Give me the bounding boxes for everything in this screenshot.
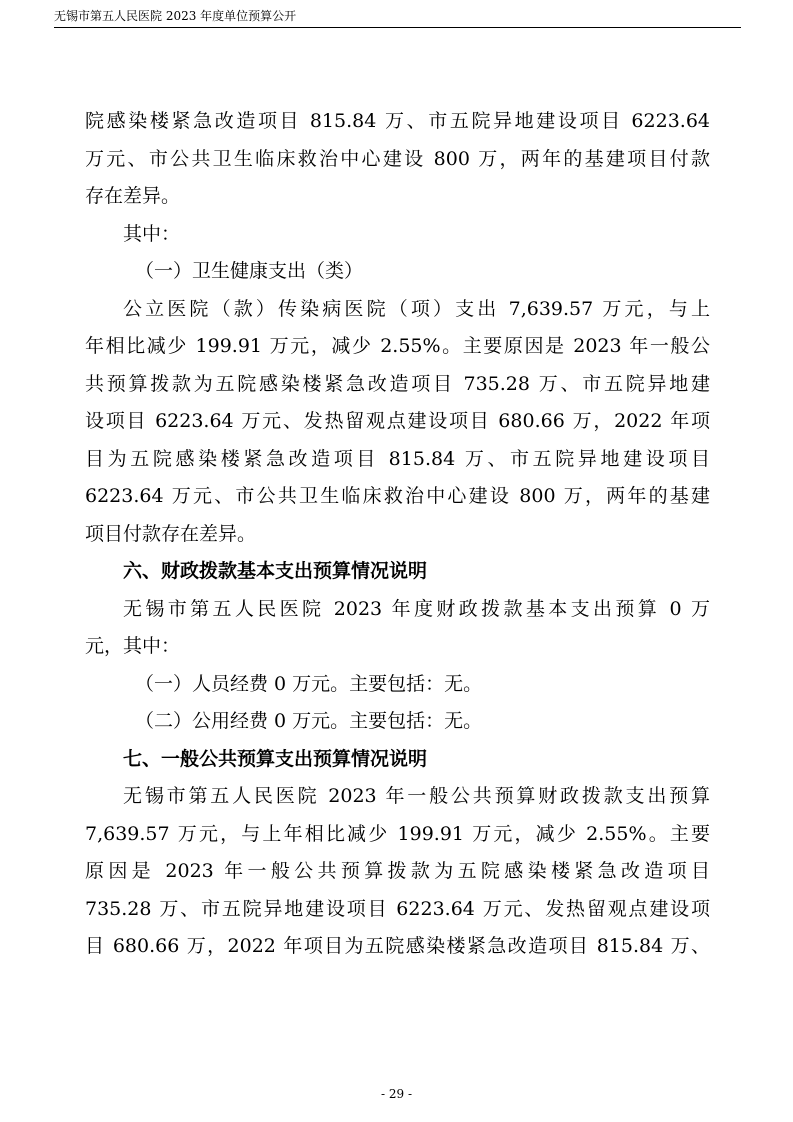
paragraph-line: （一）人员经费 0 万元。主要包括：无。 (135, 672, 483, 695)
paragraph-line: 项目付款存在差异。 (85, 522, 257, 545)
paragraph-line: 6223.64 万元、市公共卫生临床救治中心建设 800 万，两年的基建 (85, 485, 710, 507)
paragraph-line: 7,639.57 万元，与上年相比减少 199.91 万元，减少 2.55%。主要 (85, 822, 710, 845)
page-number: - 29 - (380, 1087, 412, 1101)
paragraph-line: 院感染楼紧急改造项目 815.84 万、市五院异地建设项目 6223.64 (85, 110, 710, 132)
subsection-heading: （一）卫生健康支出（类） (135, 260, 364, 282)
paragraph-line: 存在差异。 (85, 185, 181, 207)
paragraph-line: 735.28 万、市五院异地建设项目 6223.64 万元、发热留观点建设项 (85, 897, 710, 920)
paragraph-line: 公立医院（款）传染病医院（项）支出 7,639.57 万元，与上 (123, 297, 710, 320)
paragraph-line: 原因是 2023 年一般公共预算拨款为五院感染楼紧急改造项目 (85, 860, 710, 882)
paragraph-line: 其中： (123, 222, 181, 245)
paragraph-line: 设项目 6223.64 万元、发热留观点建设项目 680.66 万，2022 年项 (85, 410, 710, 432)
paragraph-line: （二）公用经费 0 万元。主要包括：无。 (135, 710, 483, 732)
paragraph-line: 目 680.66 万，2022 年项目为五院感染楼紧急改造项目 815.84 万、 (85, 935, 710, 957)
header-rule (54, 27, 741, 28)
paragraph-line: 无锡市第五人民医院 2023 年一般公共预算财政拨款支出预算 (123, 785, 710, 807)
paragraph-line: 万元、市公共卫生临床救治中心建设 800 万，两年的基建项目付款 (85, 147, 710, 170)
section-heading: 六、财政拨款基本支出预算情况说明 (123, 560, 428, 582)
paragraph-line: 目为五院感染楼紧急改造项目 815.84 万、市五院异地建设项目 (85, 447, 710, 470)
document-header: 无锡市第五人民医院 2023 年度单位预算公开 (54, 9, 297, 23)
paragraph-line: 年相比减少 199.91 万元，减少 2.55%。主要原因是 2023 年一般公 (85, 335, 710, 357)
document-body (85, 103, 710, 966)
paragraph-line: 元，其中： (85, 635, 181, 657)
paragraph-line: 共预算拨款为五院感染楼紧急改造项目 735.28 万、市五院异地建 (85, 372, 710, 395)
paragraph-line: 无锡市第五人民医院 2023 年度财政拨款基本支出预算 0 万 (123, 597, 710, 620)
section-heading: 七、一般公共预算支出预算情况说明 (123, 747, 428, 770)
